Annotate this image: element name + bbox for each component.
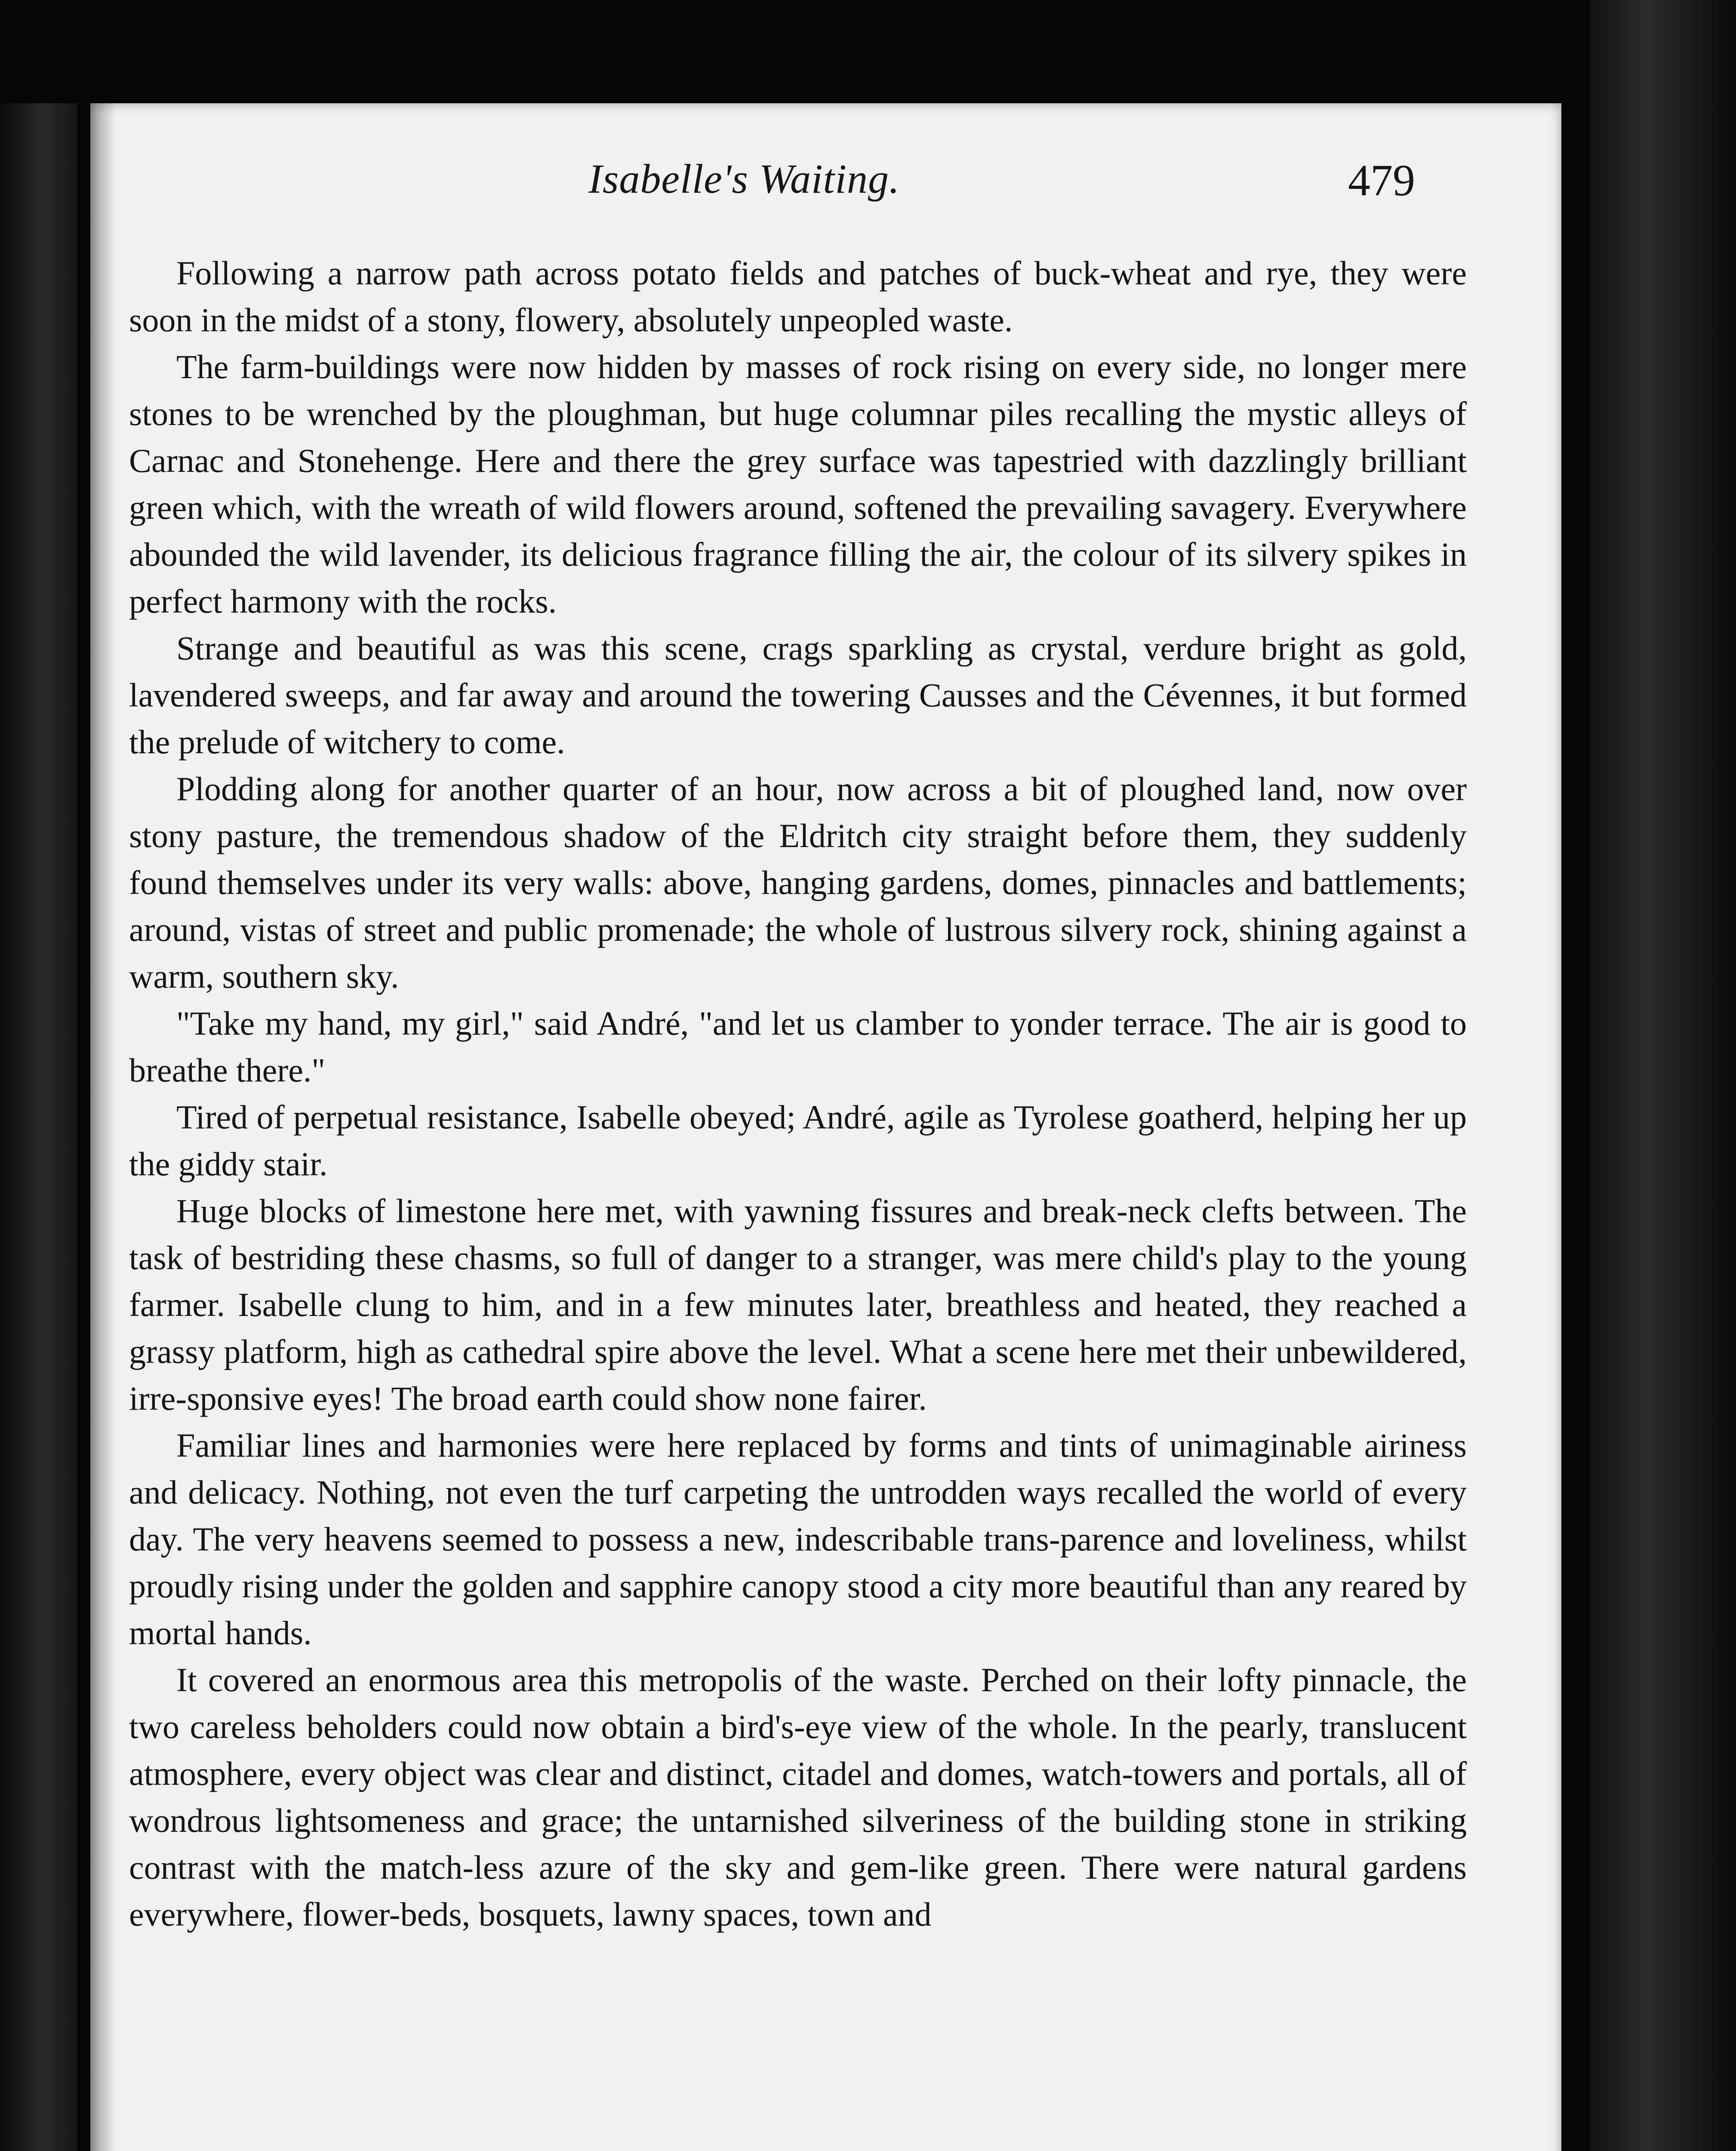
paragraph: Huge blocks of limestone here met, with yawning fissures and break-neck clefts between. The task of bestriding these chasms, so full of danger to a stranger, was mere child's play to the young farmer. Isabelle clung to him, and in a few minutes later, breathless and heated, they reached a grassy platform, high as cathedral spire above the level. What a scene here met their unbewildered, irre-sponsive eyes! The broad earth could show none fairer. [129,1192,1467,1417]
paragraph: "Take my hand, my girl," said André, "and let us clamber to yonder terrace. The air is good to breathe there." [129,1005,1467,1089]
running-head: Isabelle's Waiting. [588,156,900,202]
paragraph: Plodding along for another quarter of an hour, now across a bit of ploughed land, now over stony pasture, the tremendous shadow of the Eldritch city straight before them, they suddenly found themselves under its very walls: above, hanging gardens, domes, pinnacles and battlements; around, vistas of street and public promenade; the whole of lustrous silvery rock, shining against a warm, southern sky. [129,770,1467,995]
gutter-shadow [90,103,116,2151]
body-text [129,250,1467,1938]
book-edge-right [1590,0,1736,2151]
paragraph: Familiar lines and harmonies were here replaced by forms and tints of unimaginable airiness and delicacy. Nothing, not even the turf carpeting the untrodden ways recalled the world of every day. The very heavens seemed to possess a new, indescribable trans-parence and loveliness, whilst proudly rising under the golden and sapphire canopy stood a city more beautiful than any reared by mortal hands. [129,1427,1467,1652]
paragraph: It covered an enormous area this metropolis of the waste. Perched on their lofty pinnacle, the two careless beholders could now obtain a bird's-eye view of the whole. In the pearly, translucent atmosphere, every object was clear and distinct, citadel and domes, watch-towers and portals, all of wondrous lightsomeness and grace; the untarnished silveriness of the building stone in striking contrast with the match-less azure of the sky and gem-like green. There were natural gardens everywhere, flower-beds, bosquets, lawny spaces, town and [129,1661,1467,1933]
paragraph: The farm-buildings were now hidden by masses of rock rising on every side, no longer mere stones to be wrenched by the ploughman, but huge columnar piles recalling the mystic alleys of Carnac and Stonehenge. Here and there the grey surface was tapestried with dazzlingly brilliant green which, with the wreath of wild flowers around, softened the prevailing savagery. Everywhere abounded the wild lavender, its delicious fragrance filling the air, the colour of its silvery spikes in perfect harmony with the rocks. [129,348,1467,620]
paragraph: Tired of perpetual resistance, Isabelle obeyed; André, agile as Tyrolese goatherd, helping her up the giddy stair. [129,1098,1467,1183]
page-number: 479 [1348,156,1415,205]
page-header [129,155,1471,215]
paragraph: Strange and beautiful as was this scene, crags sparkling as crystal, verdure bright as gold, lavendered sweeps, and far away and around the towering Causses and the Cévennes, it but formed the prelude of witchery to come. [129,629,1467,761]
paragraph: Following a narrow path across potato fields and patches of buck-wheat and rye, they were soon in the midst of a stony, flowery, absolutely unpeopled waste. [129,254,1467,339]
facing-page-edge [0,103,77,2151]
